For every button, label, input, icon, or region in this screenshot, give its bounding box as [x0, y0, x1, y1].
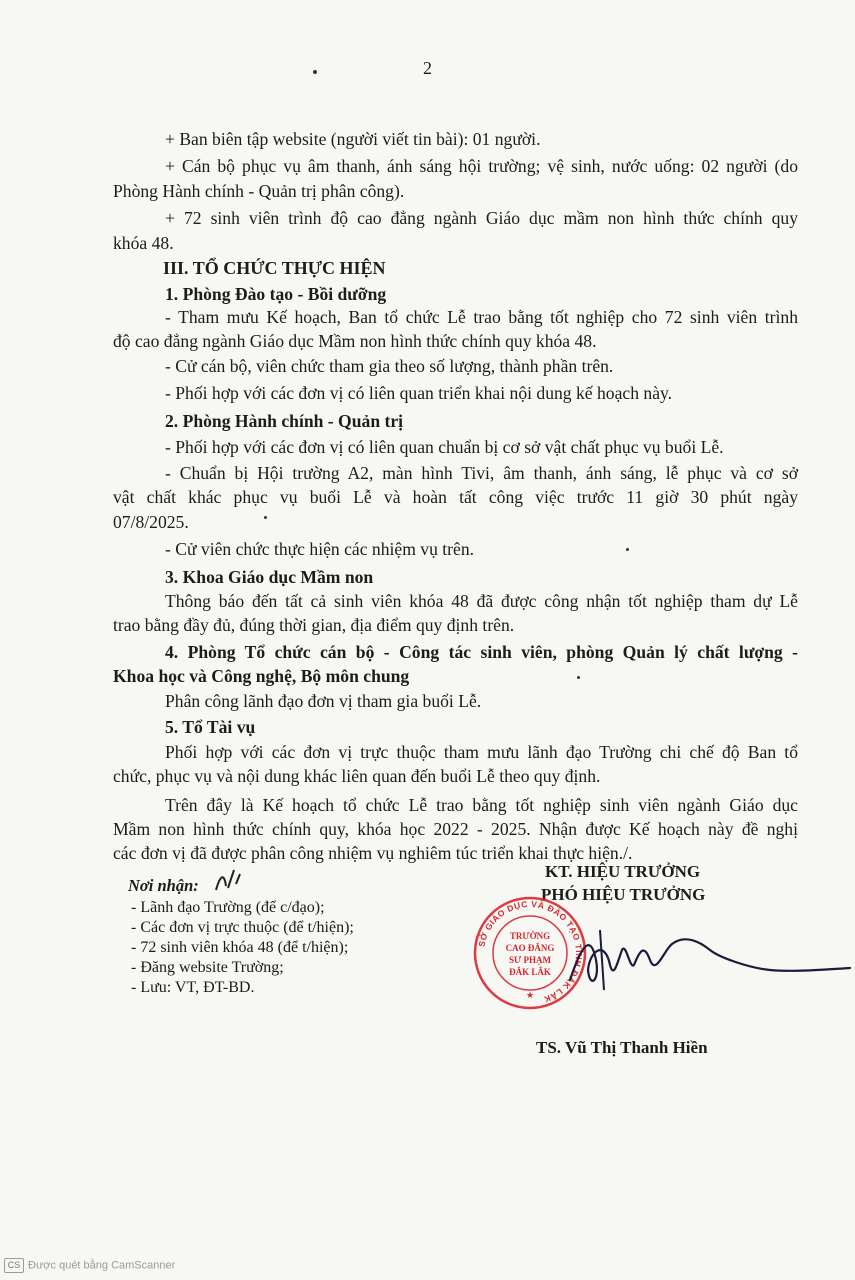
body-line: + 72 sinh viên trình độ cao đẳng ngành Giáo dục mầm non hình thức chính quy — [165, 208, 798, 228]
body-line: - Chuẩn bị Hội trường A2, màn hình Tivi, âm thanh, ánh sáng, lễ phục và cơ sở — [165, 463, 798, 483]
body-line: - Cử viên chức thực hiện các nhiệm vụ trên. — [165, 539, 475, 559]
subsection-heading: 1. Phòng Đào tạo - Bồi dưỡng — [165, 284, 387, 304]
body-line: + Cán bộ phục vụ âm thanh, ánh sáng hội trường; vệ sinh, nước uống: 02 người (do — [165, 156, 798, 176]
camscanner-logo-icon: CS — [4, 1258, 24, 1273]
recipient-item: - Lưu: VT, ĐT-BD. — [131, 979, 255, 996]
subsection-heading: Khoa học và Công nghệ, Bộ môn chung — [113, 666, 410, 686]
recipient-item: - Đăng website Trường; — [131, 959, 284, 976]
svg-text:★: ★ — [525, 990, 535, 1000]
subsection-heading: 2. Phòng Hành chính - Quản trị — [165, 411, 404, 431]
svg-text:SỞ GIÁO DỤC VÀ ĐÀO TẠO TỈNH ĐẮ: SỞ GIÁO DỤC VÀ ĐÀO TẠO TỈNH ĐẮK LẮK — [476, 898, 585, 1005]
subsection-heading: 3. Khoa Giáo dục Mầm non — [165, 567, 374, 587]
scanner-footer — [4, 1258, 175, 1273]
body-line: - Phối hợp với các đơn vị có liên quan chuẩn bị cơ sở vật chất phục vụ buổi Lễ. — [165, 437, 724, 457]
svg-text:SƯ PHẠM: SƯ PHẠM — [509, 955, 551, 965]
body-line: Phối hợp với các đơn vị trực thuộc tham mưu lãnh đạo Trường chi chế độ Ban tổ — [165, 742, 798, 762]
body-line: vật chất khác phục vụ buổi Lễ và hoàn tất công việc trước 11 giờ 30 phút ngày — [113, 487, 798, 507]
signature-subtitle: PHÓ HIỆU TRƯỞNG — [541, 885, 706, 904]
body-line: Phân công lãnh đạo đơn vị tham gia buổi Lễ. — [165, 691, 482, 711]
section-heading: III. TỔ CHỨC THỰC HIỆN — [163, 258, 386, 278]
body-line: + Ban biên tập website (người viết tin bài): 01 người. — [165, 129, 541, 149]
body-line: Thông báo đến tất cả sinh viên khóa 48 đã được công nhận tốt nghiệp tham dự Lễ — [165, 591, 798, 611]
svg-text:TRƯỜNG: TRƯỜNG — [509, 931, 551, 941]
scan-speck — [626, 548, 629, 551]
scan-speck — [577, 676, 580, 679]
body-line: trao bằng đầy đủ, đúng thời gian, địa điểm quy định trên. — [113, 615, 515, 635]
body-line: - Tham mưu Kế hoạch, Ban tổ chức Lễ trao bằng tốt nghiệp cho 72 sinh viên trình — [165, 307, 798, 327]
recipient-item: - Lãnh đạo Trường (để c/đạo); — [131, 899, 325, 916]
svg-text:CAO ĐẲNG: CAO ĐẲNG — [505, 943, 555, 953]
body-line: - Phối hợp với các đơn vị có liên quan triển khai nội dung kế hoạch này. — [165, 383, 673, 403]
signature-title: KT. HIỆU TRƯỞNG — [545, 862, 701, 881]
body-line: 07/8/2025. — [113, 512, 189, 532]
body-line: - Cử cán bộ, viên chức tham gia theo số lượng, thành phần trên. — [165, 356, 614, 376]
recipient-item: - 72 sinh viên khóa 48 (để t/hiện); — [131, 939, 349, 956]
body-line: Phòng Hành chính - Quản trị phân công). — [113, 181, 405, 201]
body-line: chức, phục vụ và nội dung khác liên quan đến buổi Lễ theo quy định. — [113, 766, 601, 786]
body-line: khóa 48. — [113, 233, 174, 253]
body-line: Trên đây là Kế hoạch tổ chức Lễ trao bằng tốt nghiệp sinh viên ngành Giáo dục — [165, 795, 798, 815]
handwritten-signature-icon — [560, 920, 855, 1000]
recipient-item: - Các đơn vị trực thuộc (để t/hiện); — [131, 919, 354, 936]
recipients-title: Nơi nhận: — [128, 876, 199, 895]
page-number: 2 — [423, 58, 432, 78]
scan-speck — [264, 516, 267, 519]
body-line: Mầm non hình thức chính quy, khóa học 2022 - 2025. Nhận được Kế hoạch này đề nghị — [113, 819, 798, 839]
scan-speck — [313, 70, 317, 74]
body-line: các đơn vị đã được phân công nhiệm vụ nghiêm túc triển khai thực hiện./. — [113, 843, 633, 863]
subsection-heading: 4. Phòng Tổ chức cán bộ - Công tác sinh viên, phòng Quản lý chất lượng - — [165, 642, 798, 662]
body-line: độ cao đẳng ngành Giáo dục Mầm non hình thức chính quy khóa 48. — [113, 331, 597, 351]
svg-text:ĐẮK LẮK: ĐẮK LẮK — [509, 967, 551, 977]
scanner-footer-text: Được quét bằng CamScanner — [28, 1259, 176, 1272]
initial-mark-icon — [210, 866, 250, 896]
signer-name: TS. Vũ Thị Thanh Hiền — [536, 1038, 708, 1057]
subsection-heading: 5. Tổ Tài vụ — [165, 717, 256, 737]
